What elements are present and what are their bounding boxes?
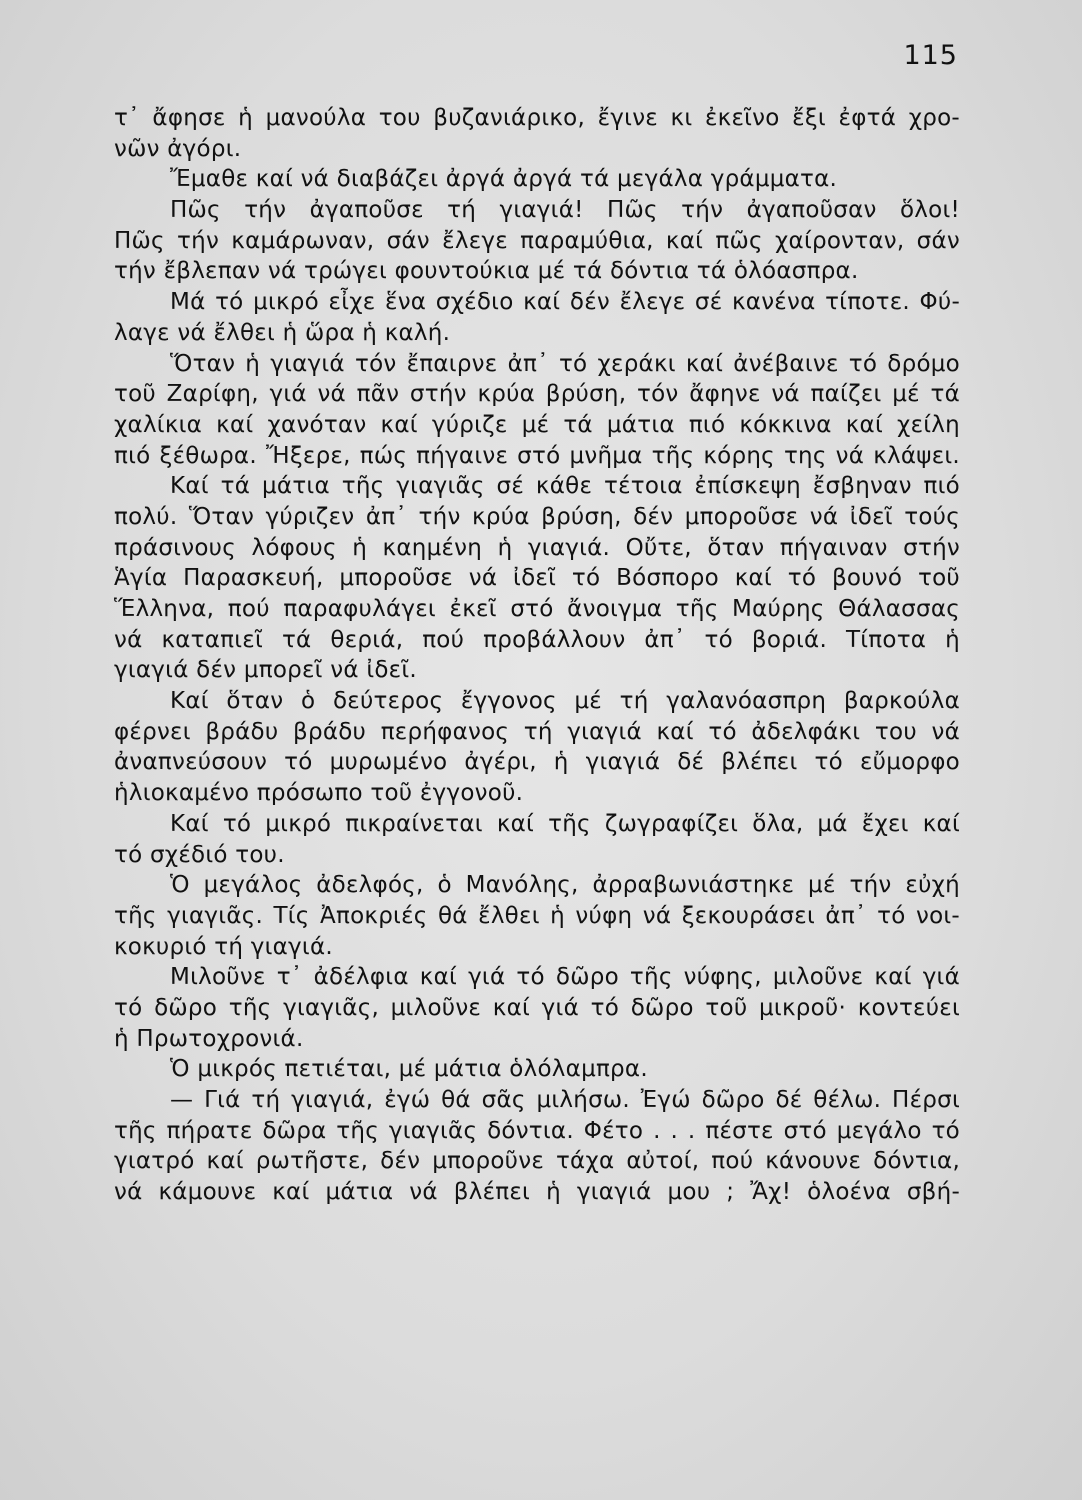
text-line: ἡλιοκαμένο πρόσωπο τοῦ ἐγγονοῦ.	[114, 780, 524, 807]
text-body	[114, 103, 960, 1208]
text-line: γιατρό καί ρωτῆστε, δέν μποροῦνε τάχα αὐτοί, πού κάνουνε δόντια,	[114, 1148, 960, 1175]
text-line: Ἕλληνα, πού παραφυλάγει ἐκεῖ στό ἄνοιγμα τῆς Μαύρης Θάλασσας	[114, 596, 960, 622]
text-line: νά καταπιεῖ τά θεριά, πού προβάλλουν ἀπ᾿ τό βοριά. Τίποτα ἡ	[114, 626, 960, 653]
text-line: νῶν ἀγόρι.	[114, 135, 242, 162]
text-line: Πῶς τήν καμάρωναν, σάν ἔλεγε παραμύθια, καί πῶς χαίρονταν, σάν	[114, 227, 960, 254]
text-line: Ἔμαθε καί νά διαβάζει ἀργά ἀργά τά μεγάλα γράμματα.	[170, 166, 838, 193]
text-line: τό δῶρο τῆς γιαγιᾶς, μιλοῦνε καί γιά τό δῶρο τοῦ μικροῦ· κοντεύει	[114, 994, 960, 1021]
text-line: Ὁ μεγάλος ἀδελφός, ὁ Μανόλης, ἀρραβωνιάστηκε μέ τήν εὐχή	[170, 872, 960, 899]
text-line: Καί τά μάτια τῆς γιαγιᾶς σέ κάθε τέτοια ἐπίσκεψη ἔσβηναν πιό	[170, 473, 960, 500]
text-line: τό σχέδιό του.	[114, 841, 285, 868]
text-line: τῆς γιαγιᾶς. Τίς Ἀποκριές θά ἔλθει ἡ νύφη νά ξεκουράσει ἀπ᾿ τό νοι-	[114, 902, 960, 929]
text-line: τήν ἔβλεπαν νά τρώγει φουντούκια μέ τά δόντια τά ὁλόασπρα.	[114, 258, 859, 285]
text-line: πιό ξέθωρα. Ἤξερε, πώς πήγαινε στό μνῆμα τῆς κόρης της νά κλάψει.	[114, 442, 960, 469]
text-line: Ὅταν ἡ γιαγιά τόν ἔπαιρνε ἀπ᾿ τό χεράκι καί ἀνέβαινε τό δρόμο	[170, 350, 960, 377]
text-line: τ᾿ ἄφησε ἡ μανούλα του βυζανιάρικο, ἔγινε κι ἐκεῖνο ἔξι ἐφτά χρο-	[114, 105, 960, 131]
text-line: Ἁγία Παρασκευή, μποροῦσε νά ἰδεῖ τό Βόσπορο καί τό βουνό τοῦ	[114, 565, 960, 592]
text-line: πράσινους λόφους ἡ καημένη ἡ γιαγιά. Οὔτε, ὅταν πήγαιναν στήν	[114, 534, 960, 561]
text-line: κοκυριό τή γιαγιά.	[114, 933, 333, 960]
text-line: χαλίκια καί χανόταν καί γύριζε μέ τά μάτια πιό κόκκινα καί χείλη	[114, 411, 960, 438]
text-line: Μιλοῦνε τ᾿ ἀδέλφια καί γιά τό δῶρο τῆς νύφης, μιλοῦνε καί γιά	[170, 964, 960, 991]
text-line: λαγε νά ἔλθει ἡ ὥρα ἡ καλή.	[114, 319, 451, 346]
text-line: τῆς πήρατε δῶρα τῆς γιαγιᾶς δόντια. Φέτο . . . πέστε στό μεγάλο τό	[114, 1117, 960, 1144]
text-line: νά κάμουνε καί μάτια νά βλέπει ἡ γιαγιά μου ; Ἄχ! ὁλοένα σβή-	[114, 1179, 960, 1206]
text-line: Καί ὅταν ὁ δεύτερος ἔγγονος μέ τή γαλανόασπρη βαρκούλα	[170, 688, 960, 715]
text-line: πολύ. Ὅταν γύριζεν ἀπ᾿ τήν κρύα βρύση, δέν μποροῦσε νά ἰδεῖ τούς	[114, 503, 960, 530]
text-line: Ὁ μικρός πετιέται, μέ μάτια ὁλόλαμπρα.	[170, 1056, 648, 1083]
text-line: — Γιά τή γιαγιά, ἐγώ θά σᾶς μιλήσω. Ἐγώ δῶρο δέ θέλω. Πέρσι	[170, 1087, 960, 1113]
page-number: 115	[903, 40, 958, 71]
text-line: φέρνει βράδυ βράδυ περήφανος τή γιαγιά καί τό ἀδελφάκι του νά	[114, 718, 960, 745]
text-line: ἀναπνεύσουν τό μυρωμένο ἀγέρι, ἡ γιαγιά δέ βλέπει τό εὔμορφο	[114, 749, 960, 776]
text-line: Μά τό μικρό εἶχε ἕνα σχέδιο καί δέν ἔλεγε σέ κανένα τίποτε. Φύ-	[170, 289, 960, 316]
text-line: Καί τό μικρό πικραίνεται καί τῆς ζωγραφίζει ὅλα, μά ἔχει καί	[170, 810, 960, 837]
text-line: τοῦ Ζαρίφη, γιά νά πᾶν στήν κρύα βρύση, τόν ἄφηνε νά παίζει μέ τά	[114, 381, 960, 408]
text-line: ἡ Πρωτοχρονιά.	[114, 1025, 304, 1052]
text-line: γιαγιά δέν μπορεῖ νά ἰδεῖ.	[114, 657, 417, 684]
text-line: Πῶς τήν ἀγαποῦσε τή γιαγιά! Πῶς τήν ἀγαποῦσαν ὅλοι!	[170, 197, 960, 224]
